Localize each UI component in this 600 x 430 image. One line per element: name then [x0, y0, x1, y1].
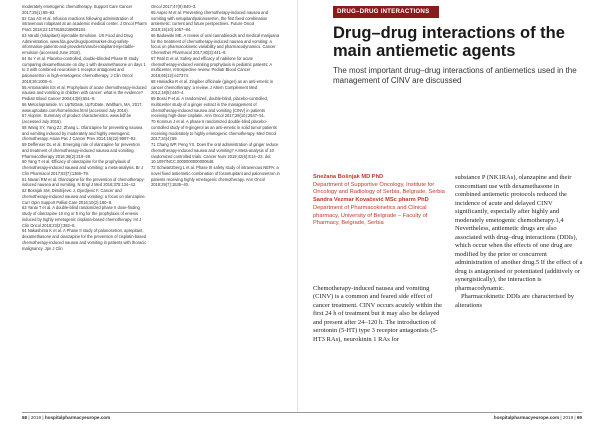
reference-entry: 70 Konmun J et al. A phase II randomized double-blind placebo-controlled study of 6-gingerol as an anti-emetic in solid tumor patients receiving moderately to highly emetogenic chemotherapy. Med Oncol 2017;34(4):69.	[151, 119, 277, 142]
reference-entry: 53 Varubi (rolapitant) injectable Emulsion. US Food and Drug Administration. www.fda.gov/drugs/postmarket-drug-safety-information-patients-and-providers/varubi-rolapitant-injectable-emulsion (accessed June 2019).	[22, 32, 135, 55]
author-affiliation: Department of Supportive Oncology, Institute for Oncology and Radiology of Serbia, Belgrade, Serbia	[313, 181, 445, 196]
reference-entry: 63 Yanai T et al. A double-blind randomized phase II dose-finding study of olanzapine 10 mg or 5 mg for the prophylaxis of emesis induced by highly emetogenic cisplatin-based chemotherapy. Int J Clin Oncol 2018;23(2):382–8.	[22, 205, 142, 228]
page-number: 69	[576, 415, 582, 420]
reference-entry: 72 Schwartzberg L et al. Phase III safety study of intravenous NEPA: a novel fixed antiemetic combination of fosnetupitant and palonosetron in patients receiving highly emetogenic chemotherapy. Ann Oncol 2018;29(7):1535–40.	[151, 165, 280, 188]
reference-entry: 68 Haniadka R et al. Zingiber officinale (ginger) as an anti-emetic in cancer chemotherapy: a review. J Altern Complement Med 2012;18(5):440–4.	[151, 78, 274, 96]
reference-entry: 69 Bossi P et al. A randomized, double-blind, placebo-controlled, multicenter study of a ginger extract in the management of chemotherapy-induced nausea and vomiting (CINV) in patients receiving high-dose cisplatin. Ann Oncol 2017;28(10):2547–51.	[151, 96, 268, 119]
author-affiliation: Department of Pharmacokinetics and Clinical pharmacy, University of Belgrade – Faculty of Pharmacy, Belgrade, Serbia	[313, 204, 428, 227]
reference-entry: Oncol 2017;47(9):840–3.	[151, 4, 197, 9]
body-paragraph: Pharmacokinetic DDIs are characterised by alterations	[455, 293, 574, 309]
reference-entry: 57 Aloprim. Summary of product characteristics. www.bdf.be (accessed July 2016).	[22, 113, 132, 124]
article-title: Drug–drug interactions of the main antiemetic agents	[333, 24, 565, 60]
footer-separator: | 2019 |	[559, 415, 577, 420]
footer-site: hospitalpharmacyeurope.com	[493, 415, 560, 420]
footer-separator: | 2019 |	[27, 415, 45, 420]
references-middle-column	[151, 4, 281, 188]
section-banner: DRUG–DRUG INTERACTIONS	[333, 6, 439, 18]
reference-entry: 66 Badowski ME. A review of oral cannabinoids and medical marijuana for the treatment of chemotherapy-induced nausea and vomiting: a focus on pharmacokinetic variability and pharmacodynamics. Cancer Chemother Pharmacol 2017;80(3):441–9.	[151, 32, 280, 55]
author-name: Snežana Bošnjak MD PhD	[313, 174, 384, 180]
reference-entry: moderately emetogenic chemotherapy. Support Care Cancer 2017;25(1):85–92.	[22, 4, 133, 15]
body-text-column-1: Chemotherapy-induced nausea and vomiting (CINV) is a common and feared side effect of cancer treatment. CINV occurs acutely within the first 24 h of treatment but it may also be delayed and present after 24–120 h. The introduction of serotonin (5-HT) type 3 receptor antagonists (5-HT3 RAs), neurokinin 1 RAs for	[313, 284, 442, 343]
footer-site: hospitalpharmacyeurope.com	[44, 415, 111, 420]
reference-entry: 59 Deffenser DL et al. Emerging role of olanzapine for prevention and treatment of chemotherapy-induced nausea and vomiting. Pharmacotherapy 2016;36(2):219–29.	[22, 142, 140, 159]
footer-rule	[22, 412, 582, 413]
reference-entry: 60 Yang T et al. Efficacy of olanzapine for the prophylaxis of chemotherapy-induced nausea and vomiting: a meta-analysis. Br J Clin Pharmacol 2017;83(7):1369–79.	[22, 159, 144, 176]
reference-entry: 62 Bosnjak SM, Dimitrijevic J, Djordjevic F. Cancer and chemotherapy-induced nausea and vomiting: a focus on olanzapine. Curr Opin Support Palliat Care 2016;10(2):180–8.	[22, 188, 146, 205]
reference-entry: 58 Wang SY, Yang ZJ, Zhang L. Olanzapine for preventing nausea and vomiting induced by moderately and highly emetogenic chemotherapy. Asian Pac J Cancer Prev 2014;15(22):9587–92.	[22, 124, 143, 142]
reference-entry: 65 Aapro M et al. Preventing chemotherapy-induced nausea and vomiting with netupitant/palonosetron, the first fixed combination antiemetic: current and future perspectives. Future Oncol 2019;15(10):1067–84.	[151, 9, 268, 32]
reference-entry: 52 Cao AS et al. Infusion reactions following administration of intravenous rolapitant at an academic medical center. J Oncol Pharm Pract 2018;22:1078155218808184.	[22, 15, 147, 32]
reference-entry: 61 Navari RM et al. Olanzapine for the prevention of chemotherapy-induced nausea and vomiting. N Engl J Med 2016;375:134–42.	[22, 176, 145, 188]
author-name: Sandra Vezmar Kovačević MSc pharm PhD	[313, 197, 429, 204]
reference-entry: 55 Antonarakis ES et al. Prophylaxis of acute chemotherapy-induced nausea and vomiting in children with cancer: what is the evidence? Pediatr Blood Cancer 2004;43(6):651–8.	[22, 84, 147, 101]
footer-right	[494, 415, 582, 420]
article-subtitle: The most important drug–drug interactions of antiemetics used in the management of CINV are discussed	[333, 66, 577, 85]
author-block	[313, 174, 448, 228]
reference-entry: 71 Chang WP, Peng YX. Does the oral administration of ginger reduce chemotherapy-induced nausea and vomiting? A Meta-analysis of 10 randomized controlled trials. Cancer Nurs 2019;42(6):E14–23. doi: 10.1097/NCC.0000000000000648.	[151, 142, 279, 165]
references-left-column	[22, 4, 147, 251]
reference-entry: 54 Ito Y et al. Placebo-controlled, double-blinded Phase III study comparing dexamethasone on day 1 with dexamethasone on days 1 to 3 with combined neurokinin-1 receptor antagonist and palonosetron in high-emetogenic chemotherapy. J Clin Oncol 2018;36:1000–6.	[22, 55, 146, 84]
reference-entry: 64 Nakashima K et al. A Phase II study of palonosetron, aprepitant, dexamethasone and olanzapine for the prevention of cisplatin-based chemotherapy-induced nausea and vomiting in patients with thoracic malignancy. Jpn J Clin	[22, 228, 147, 251]
footer-left	[22, 415, 110, 420]
reference-entry: 67 Patil G et al. Safety and efficacy of nabilone for acute chemotherapy-induced vomiting prophylaxis in pediatric patients: A multicenter, retrospective review. Pediatr Blood Cancer 2018;65(12):e27374.	[151, 55, 272, 78]
body-paragraph: substance P (NK1RAs), olanzapine and their concomitant use with dexamethasone in combined antiemetic protocols reduced the incidence of acute and delayed CINV significantly, especially after highly and moderately emetogenic chemotherapy.1,4 Nevertheless, antiemetic drugs are also associated with drug–drug interactions (DDIs), which occur when the effects of one drug are modified by the prior or concurrent administration of another drug.5 If the effect of a drug is antagonised or potentiated (additively or synergistically), the interaction is pharmacodynamic.	[455, 174, 583, 292]
page-gutter	[297, 0, 298, 412]
body-text-column-2	[455, 174, 583, 310]
reference-entry: 56 Metoclopramide. In: UpToDate, UpToDate, Waltham, MA, 2017. www.uptodate.com/home/index.html (accessed July 2016).	[22, 101, 143, 113]
page-number: 68	[22, 415, 28, 420]
